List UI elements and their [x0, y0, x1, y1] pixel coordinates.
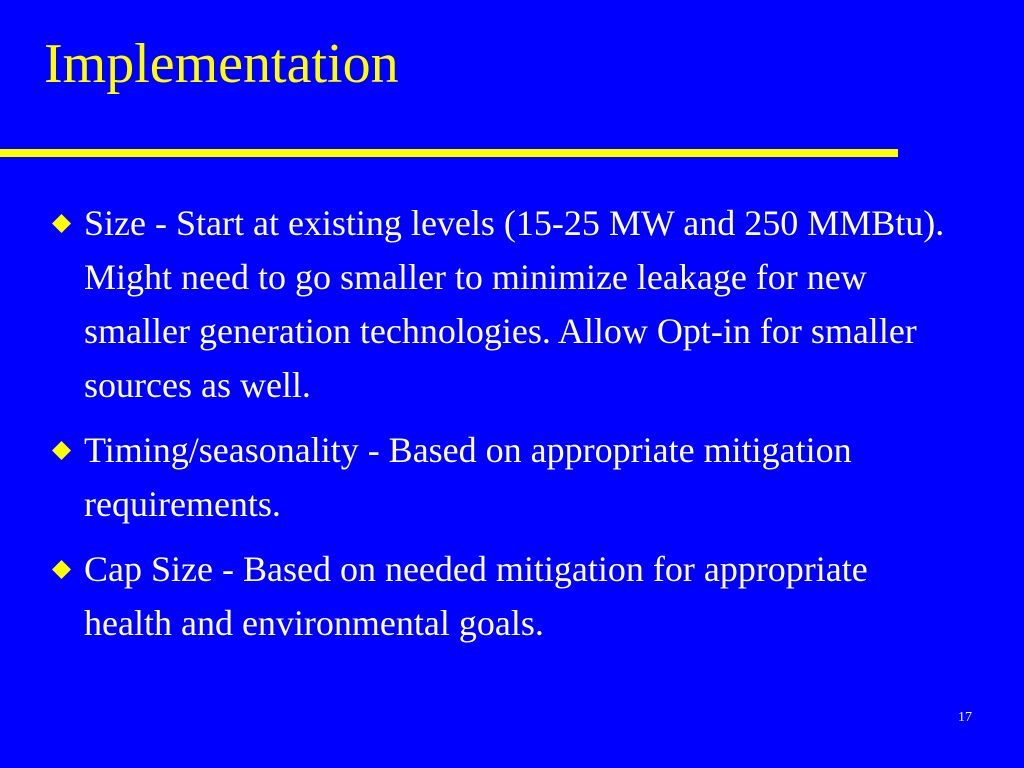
diamond-bullet-icon	[52, 560, 71, 579]
bullet-text: Size - Start at existing levels (15-25 MW and 250 MMBtu). Might need to go smaller to minimize leakage for new smaller generation technologies. Allow Opt-in for smaller sources as well.	[84, 203, 945, 405]
bullet-list	[48, 196, 948, 661]
bullet-item	[48, 196, 948, 412]
slide-title: Implementation	[44, 33, 399, 95]
diamond-bullet-icon	[52, 214, 71, 233]
diamond-bullet-icon	[52, 441, 71, 460]
page-number: 17	[958, 710, 972, 725]
title-underline	[0, 149, 898, 157]
bullet-text: Cap Size - Based on needed mitigation for appropriate health and environmental goals.	[84, 549, 868, 643]
bullet-text: Timing/seasonality - Based on appropriate mitigation requirements.	[84, 430, 852, 524]
bullet-item	[48, 423, 948, 531]
bullet-item	[48, 542, 948, 650]
